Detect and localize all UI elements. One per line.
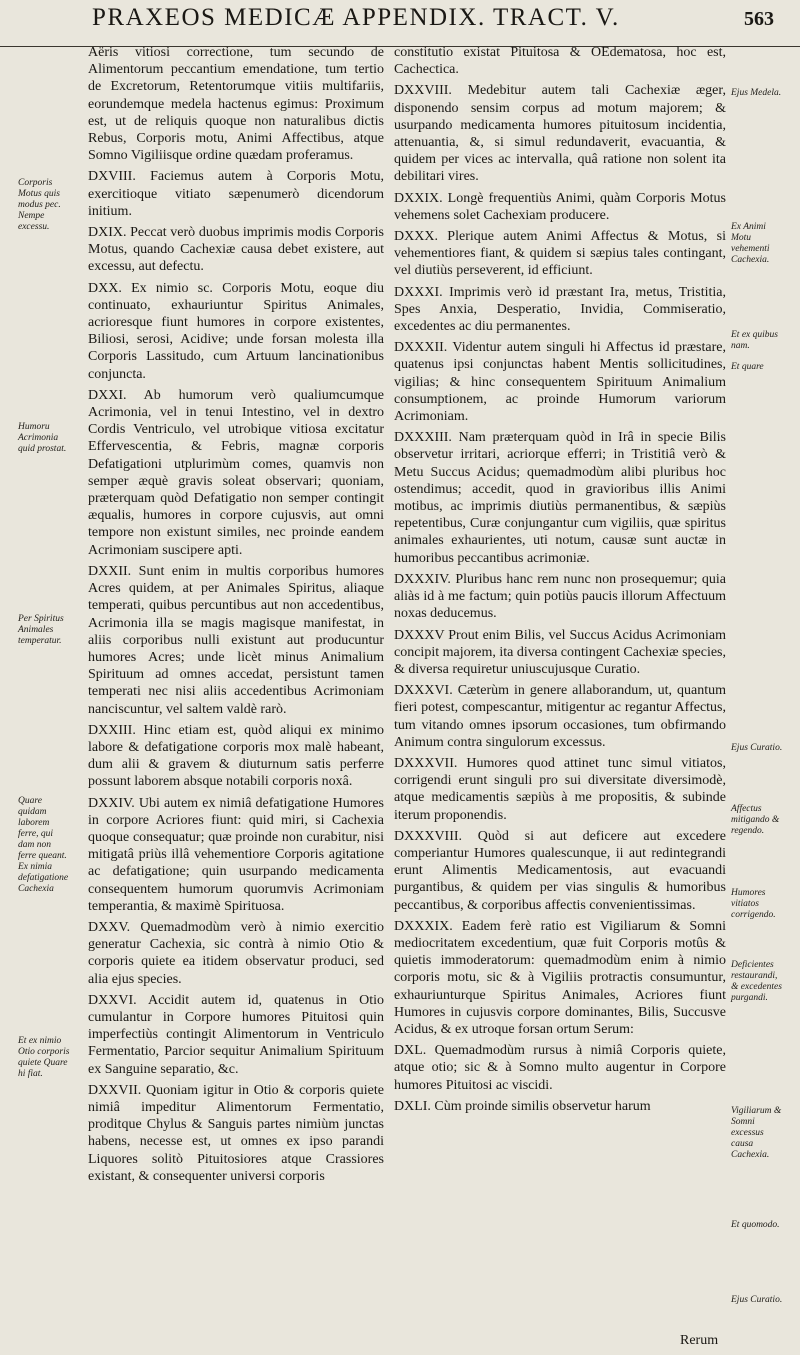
paragraph-521: DXXI. Ab humorum verò qualiumcumque Acrimonia, vel in tenui Intestino, vel in dextro Cordis Ventriculo, vel utrobique vitiosa excitatur Effervescentia, & Febris, magnæ corporis Defatigationi utplurimùm comes, quamvis non semper æquè gravis soleat observari; quoniam, præterquam quòd Defatigatio non semper contingit æqualis, humores in corpore cujusvis, aut omni tempore non existunt similes, nec proinde eandem Acrimoniam suscipere apti. [88, 387, 384, 558]
paragraph-518: DXVIII. Faciemus autem à Corporis Motu, exercitioque vitiato sæpenumerò dicendorum initium. [88, 169, 384, 219]
left-text-column [88, 44, 384, 1189]
paragraph-540: DXL. Quemadmodùm rursus à nimiâ Corporis quiete, atque otio; sic & à Somno multo augentur in Corpore humores Pituitosi ac viscidi. [394, 1043, 726, 1093]
margin-note-left: Quare quidam laborem ferre, qui dam non ferre queant. Ex nimia defatigatione Cachexia [18, 796, 69, 894]
page-number: 563 [744, 8, 774, 30]
paragraph-536: DXXXVI. Cæterùm in genere allaborandum, ut, quantum fieri potest, compescantur, mitigentur ac regantur Affectus, tum vitando omnes ipsorum occasiones, tum obfirmando Animum contra singulorum excessus. [394, 683, 726, 750]
paragraph-527-cont: constitutio existat Pituitosa & OEdematosa, hoc est, Cachectica. [394, 45, 726, 78]
margin-note-left: Per Spiritus Animales temperatur. [18, 614, 64, 646]
margin-note-left: Humoru Acrimonia quid prostat. [18, 422, 67, 454]
margin-note-right: Humores vitiatos corrigendo. [731, 888, 776, 920]
margin-note-left: Corporis Motus quis modus pec. Nempe excessu. [18, 178, 61, 232]
paragraph-520: DXX. Ex nimio sc. Corporis Motu, eoque diu continuato, exhauriuntur Spiritus Animales, acrioresque fiunt humores in corpore existentes, Biliosi, serosi, Acidive; unde forsan molesta illa Corporis Lassitudo, cum Artuum lancinationibus conjuncta. [88, 280, 384, 382]
paragraph-531: DXXXI. Imprimis verò id præstant Ira, metus, Tristitia, Spes Anxia, Desperatio, Invidia, Commiseratio, excedentes ac diu permanentes. [394, 284, 726, 335]
paragraph-527: DXXVII. Quoniam igitur in Otio & corporis quiete nimiâ impeditur Alimentorum Fermentatio, proditque Chylus & Sanguis partes nimiùm junctas habens, necesse est, ut omnes ex ipso parandi Liquores solitò Pituitosiores atque Crassiores existant, & consequenter universi corporis [88, 1082, 384, 1184]
paragraph-intro: Aëris vitiosi correctione, tum secundo de Alimentorum peccantium emendatione, tum tertio de Excretorum, Retentorumque vitiis multifariis, eorundemque medela hactenus egimus: Proximum est, ut de reliquis quoque non naturalibus dictis Rebus, Corporis motu, Animi Affectibus, atque Somno Vigiliisque ordine quædam proferamus. [88, 45, 384, 164]
catchword: Rerum [680, 1333, 719, 1348]
margin-note-right: Deficientes restaurandi, & excedentes purgandi. [731, 960, 782, 1003]
margin-note-left: Et ex nimio Otio corporis quiete Quare hi fiat. [18, 1036, 70, 1079]
right-text-column [394, 44, 726, 1119]
running-header [0, 2, 800, 47]
margin-note-right: Ejus Medela. [731, 88, 782, 98]
paragraph-522: DXXII. Sunt enim in multis corporibus humores Acres quidem, at per Animales Spiritus, aliaque temperati, quibus percuntibus aut non accedentibus, Acrimonia illa se magis magisque manifestat, in aliis corporibus nulli existunt aut producuntur humores Acres; unde licèt minus Animalium Spirituum ad omnes accedat, persistunt tamen temperati nec nisi aliis accedentibus Acrimoniam nanciscuntur, vel saltem valdè rarò. [88, 563, 384, 717]
margin-note-right: Vigiliarum & Somni excessus causa Cachexia. [731, 1106, 782, 1160]
running-title: PRAXEOS MEDICÆ APPENDIX. TRACT. V. [92, 4, 620, 31]
paragraph-526: DXXVI. Accidit autem id, quatenus in Otio cumulantur in Corpore humores Pituitosi quin imperfectiùs contingit Alimentorum in Ventriculo Fermentatio, Parcior sequitur Animalium Spirituum ex Sanguine separatio, &c. [88, 992, 384, 1077]
margin-note-right: Et ex quibus nam. [731, 330, 778, 351]
paragraph-533: DXXXIII. Nam præterquam quòd in Irâ in specie Bilis observetur irritari, acriorque efferri; in Tristitiâ verò & Metu Succus Acidus; quemadmodùm alibi pluribus hoc ostendimus; accedit, quod in gravioribus illis Animi motibus, ac imprimis diutiùs permanentibus, & sæpiùs repetentibus, Curæ conjungantur cum vigiliis, quæ spiritus animales exhaurientes, uti notum, causæ sunt auctæ in humoribus peccantibus acrimoniæ. [394, 430, 726, 566]
paragraph-519: DXIX. Peccat verò duobus imprimis modis Corporis Motus, quando Cachexiæ causa debet existere, aut excessu, aut defectu. [88, 225, 384, 275]
margin-note-right: Affectus mitigando & regendo. [731, 804, 780, 836]
paragraph-523: DXXIII. Hinc etiam est, quòd aliqui ex minimo labore & defatigatione corporis mox malè habeant, dum alii & gravem & diuturnum satis perferre possunt laborem absque notabili corporis noxâ. [88, 722, 384, 790]
margin-note-right: Et quare [731, 362, 764, 372]
paragraph-534: DXXXIV. Pluribus hanc rem nunc non prosequemur; quia aliàs id à me factum; quin potiùs paucis illorum Affectuum noxas deducemus. [394, 571, 726, 622]
paragraph-532: DXXXII. Videntur autem singuli hi Affectus id præstare, quatenus ipsi conjunctas habent Mentis sollicitudines, vigilias; & hinc consequentem Spirituum Animalium consumptionem, ac proinde Humorum variorum Acrimoniam. [394, 340, 726, 425]
paragraph-537: DXXXVII. Humores quod attinet tunc simul vitiatos, corrigendi erunt singuli pro sui diversitate diversimodè, atque medicamentis sæpiùs à me propositis, & subinde iterum proponendis. [394, 755, 726, 823]
paragraph-539: DXXXIX. Eadem ferè ratio est Vigiliarum & Somni mediocritatem excedentium, quæ fuit Corporis motûs & quietis immoderatorum: quemadmodùm enim à nimio corporis motu, sic & à Vigiliis protractis consumuntur, exhauriunturque Spiritus Animales, Acriores fiunt Humores in cujusvis corpore dominantes, Bilis, Succusve Acidus, & ex utroque forsan ortum Serum: [394, 918, 726, 1037]
margin-note-right: Et quomodo. [731, 1220, 780, 1230]
margin-note-right: Ejus Curatio. [731, 1295, 783, 1305]
margin-note-right: Ejus Curatio. [731, 743, 783, 753]
paragraph-535: DXXXV Prout enim Bilis, vel Succus Acidus Acrimoniam concipit majorem, ita diversa contingent Cachexiæ species, & diversa requiretur uniuscujusque Curatio. [394, 627, 727, 677]
paragraph-529: DXXIX. Longè frequentiùs Animi, quàm Corporis Motus vehemens solet Cachexiam producere. [394, 190, 726, 223]
paragraph-538: DXXXVIII. Quòd si aut deficere aut excedere comperiantur Humores qualescunque, ii aut redintegrandi erunt Alimentis Medicamentosis, aut evacuandi purgantibus, & quidem per vias singulis & humoribus peccantibus, & corporibus affectis convenientissimas. [394, 828, 726, 913]
margin-note-right: Ex Animi Motu vehementi Cachexia. [731, 222, 770, 265]
paragraph-541: DXLI. Cùm proinde similis observetur harum [394, 1098, 651, 1114]
paragraph-530: DXXX. Plerique autem Animi Affectus & Motus, si vehementiores fiant, & quidem si sæpius tales contingant, vel diutiùs perseverent, id efficiunt. [394, 229, 726, 279]
paragraph-524: DXXIV. Ubi autem ex nimiâ defatigatione Humores in corpore Acriores fiunt: quid miri, si Cachexia quoque consequatur; quæ proinde non curabitur, nisi mitigatâ priùs illâ vehementiore Corporis agitatione ac defatigatione; quin usurpando medicamenta consequentem humorum quorumvis Acrimoniam temperantia, & maximè Spirituosa. [88, 795, 384, 914]
paragraph-528: DXXVIII. Medebitur autem tali Cachexiæ æger, disponendo sensim corpus ad motum majorem; & usurpando medicamenta humores pituitosum incidentia, attenuantia, &, si simul redundaverit, evacuantia, & quidem per vices ac intervalla, quâ ratione non solent ita debilitari vires. [394, 83, 726, 185]
paragraph-525: DXXV. Quemadmodùm verò à nimio exercitio generatur Cachexia, sic contrà à nimio Otio & corporis quiete ea itidem observatur produci, sed alia ejus species. [88, 919, 384, 987]
